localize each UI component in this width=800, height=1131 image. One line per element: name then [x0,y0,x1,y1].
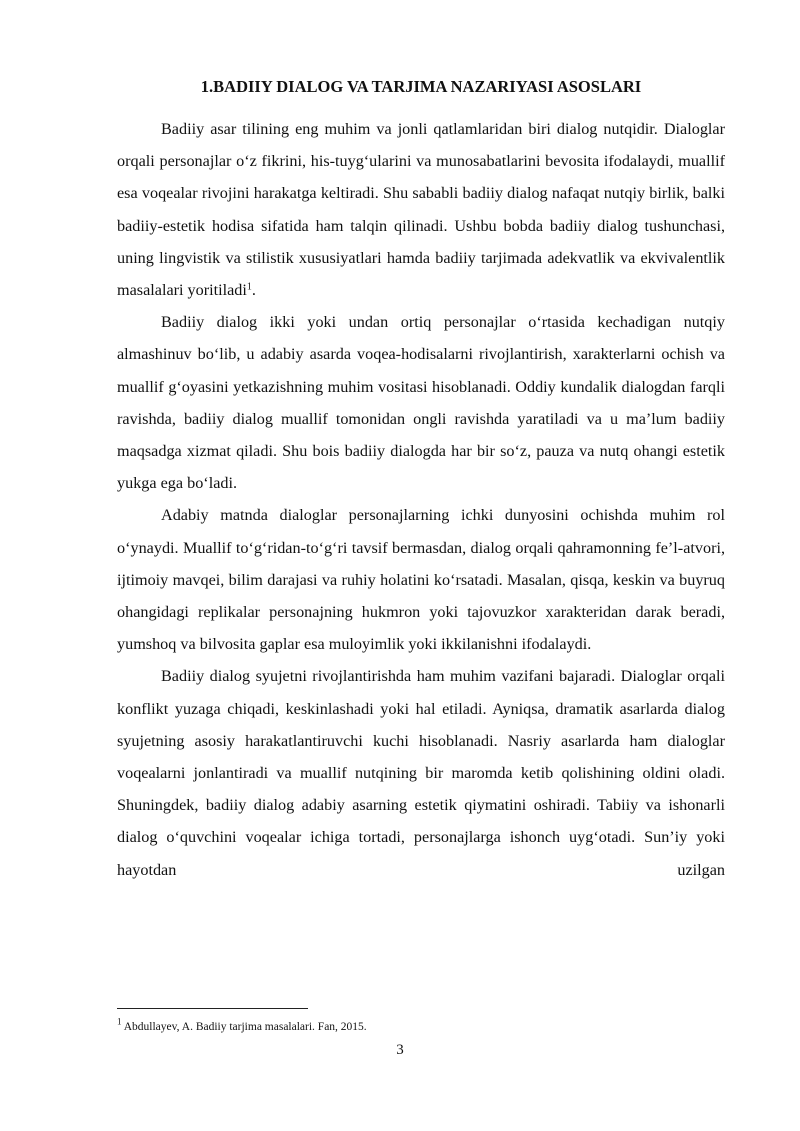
paragraph-3: Adabiy matnda dialoglar personajlarning ichki dunyosini ochishda muhim rol o‘ynaydi. Muallif to‘g‘ridan-to‘g‘ri tavsif bermasdan, dialog orqali qahramonning fe’l-atvori, ijtimoiy mavqei, bilim darajasi va ruhiy holatini ko‘rsatadi. Masalan, qisqa, keskin va buyruq ohangidagi replikalar personajning hukmron yoki tajovuzkor xarakteridan darak beradi, yumshoq va bilvosita gaplar esa muloyimlik yoki ikkilanishni ifodalaydi. [117,506,725,654]
paragraph-1-text: Badiiy asar tilining eng muhim va jonli qatlamlaridan biri dialog nutqidir. Dialoglar orqali personajlar o‘z fikrini, his-tuyg‘ularini va munosabatlarini bevosita ifodalaydi, muallif esa voqealar rivojini harakatga keltiradi. Shu sababli badiiy dialog nafaqat nutqiy birlik, balki badiiy-estetik hodisa sifatida ham talqin qilinadi. Ushbu bobda badiiy dialog tushunchasi, uning lingvistik va stilistik xususiyatlari hamda badiiy tarjimada adekvatlik va ekvivalentlik masalalari yoritiladi [117,120,725,300]
footnote-separator [117,1008,308,1009]
paragraph-1 [117,113,725,306]
paragraph-2: Badiiy dialog ikki yoki undan ortiq personajlar o‘rtasida kechadigan nutqiy almashinuv bo‘lib, u adabiy asarda voqea-hodisalarni rivojlantirish, xarakterlarni ochish va muallif g‘oyasini yetkazishning muhim vositasi hisoblanadi. Oddiy kundalik dialogdan farqli ravishda, badiiy dialog muallif tomonidan ongli ravishda yaratiladi va u ma’lum badiiy maqsadga xizmat qiladi. Shu bois badiiy dialogda har bir so‘z, pauza va nutq ohangi estetik yukga ega bo‘ladi. [117,313,725,493]
paragraph-4: Badiiy dialog syujetni rivojlantirishda ham muhim vazifani bajaradi. Dialoglar orqali konflikt yuzaga chiqadi, keskinlashadi yoki hal etiladi. Ayniqsa, dramatik asarlarda dialog syujetning asosiy harakatlantiruvchi kuchi hisoblanadi. Nasriy asarlarda ham dialoglar voqealarni jonlantiradi va muallif nutqining bir maromda ketib qolishining oldini oladi. Shuningdek, badiiy dialog adabiy asarning estetik qiymatini oshiradi. Tabiiy va ishonarli dialog o‘quvchini voqealar ichiga tortadi, personajlarga ishonch uyg‘otadi. Sun’iy yoki hayotdan uzilgan [117,667,725,879]
body-text [117,113,725,886]
footnote [117,1016,725,1035]
paragraph-1-end: . [251,281,256,300]
footnote-text: Abdullayev, A. Badiiy tarjima masalalari. Fan, 2015. [121,1021,367,1033]
footnote-reference[interactable]: 1 [246,281,252,293]
footnote-marker: 1 [117,1016,122,1027]
chapter-heading: 1.BADIIY DIALOG VA TARJIMA NAZARIYASI ASOSLARI [200,77,642,96]
page-number: 3 [396,1042,404,1058]
